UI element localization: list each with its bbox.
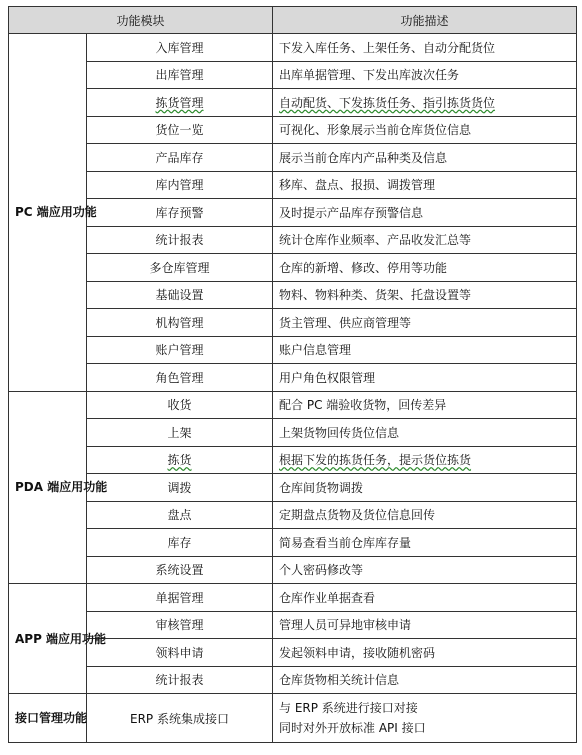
desc-cell <box>273 446 577 474</box>
desc-cell: 仓库货物相关统计信息 <box>273 666 577 694</box>
desc-cell: 仓库的新增、修改、停用等功能 <box>273 254 577 282</box>
module-text: 拣货 <box>167 453 192 468</box>
desc-line: 同时对外开放标准 API 接口 <box>279 721 426 735</box>
module-cell: 机构管理 <box>87 309 273 337</box>
function-spec-table <box>8 6 577 743</box>
module-cell: 盘点 <box>87 501 273 529</box>
group-interface: 接口管理功能 <box>9 694 87 743</box>
module-cell <box>87 89 273 117</box>
desc-cell: 账户信息管理 <box>273 336 577 364</box>
group-pda: PDA 端应用功能 <box>9 391 87 584</box>
module-cell: 入库管理 <box>87 34 273 62</box>
desc-cell: 下发入库任务、上架任务、自动分配货位 <box>273 34 577 62</box>
module-text: 拣货管理 <box>155 95 204 110</box>
desc-cell: 及时提示产品库存预警信息 <box>273 199 577 227</box>
desc-text: 自动配货、下发拣货任务、指引拣货货位 <box>279 95 496 110</box>
module-cell: 统计报表 <box>87 666 273 694</box>
group-app: APP 端应用功能 <box>9 584 87 694</box>
module-cell: 统计报表 <box>87 226 273 254</box>
module-cell: 出库管理 <box>87 61 273 89</box>
header-module: 功能模块 <box>9 7 273 34</box>
desc-line: 与 ERP 系统进行接口对接 <box>279 701 418 715</box>
module-cell: 上架 <box>87 419 273 447</box>
desc-cell: 发起领料申请，接收随机密码 <box>273 639 577 667</box>
desc-cell: 统计仓库作业频率、产品收发汇总等 <box>273 226 577 254</box>
module-cell: 库存预警 <box>87 199 273 227</box>
desc-cell: 用户角色权限管理 <box>273 364 577 392</box>
module-cell <box>87 446 273 474</box>
group-pc: PC 端应用功能 <box>9 34 87 392</box>
module-cell: 收货 <box>87 391 273 419</box>
module-cell: 货位一览 <box>87 116 273 144</box>
desc-cell: 移库、盘点、报损、调拨管理 <box>273 171 577 199</box>
module-cell: 调拨 <box>87 474 273 502</box>
desc-cell: 可视化、形象展示当前仓库货位信息 <box>273 116 577 144</box>
desc-cell: 管理人员可异地审核申请 <box>273 611 577 639</box>
module-cell: ERP 系统集成接口 <box>87 694 273 743</box>
module-cell: 单据管理 <box>87 584 273 612</box>
desc-cell: 定期盘点货物及货位信息回传 <box>273 501 577 529</box>
module-cell: 基础设置 <box>87 281 273 309</box>
module-cell: 审核管理 <box>87 611 273 639</box>
desc-cell: 配合 PC 端验收货物，回传差异 <box>273 391 577 419</box>
module-cell: 角色管理 <box>87 364 273 392</box>
desc-cell: 上架货物回传货位信息 <box>273 419 577 447</box>
desc-cell: 仓库间货物调拨 <box>273 474 577 502</box>
header-desc: 功能描述 <box>273 7 577 34</box>
desc-cell <box>273 694 577 743</box>
module-cell: 产品库存 <box>87 144 273 172</box>
desc-cell: 出库单据管理、下发出库波次任务 <box>273 61 577 89</box>
desc-cell: 个人密码修改等 <box>273 556 577 584</box>
module-cell: 领料申请 <box>87 639 273 667</box>
desc-text: 根据下发的拣货任务，提示货位拣货 <box>279 453 472 468</box>
desc-cell: 仓库作业单据查看 <box>273 584 577 612</box>
module-cell: 库存 <box>87 529 273 557</box>
module-cell: 库内管理 <box>87 171 273 199</box>
desc-cell: 物料、物料种类、货架、托盘设置等 <box>273 281 577 309</box>
module-cell: 系统设置 <box>87 556 273 584</box>
desc-cell: 简易查看当前仓库库存量 <box>273 529 577 557</box>
desc-cell: 展示当前仓库内产品种类及信息 <box>273 144 577 172</box>
module-cell: 账户管理 <box>87 336 273 364</box>
desc-cell: 货主管理、供应商管理等 <box>273 309 577 337</box>
module-cell: 多仓库管理 <box>87 254 273 282</box>
desc-cell <box>273 89 577 117</box>
